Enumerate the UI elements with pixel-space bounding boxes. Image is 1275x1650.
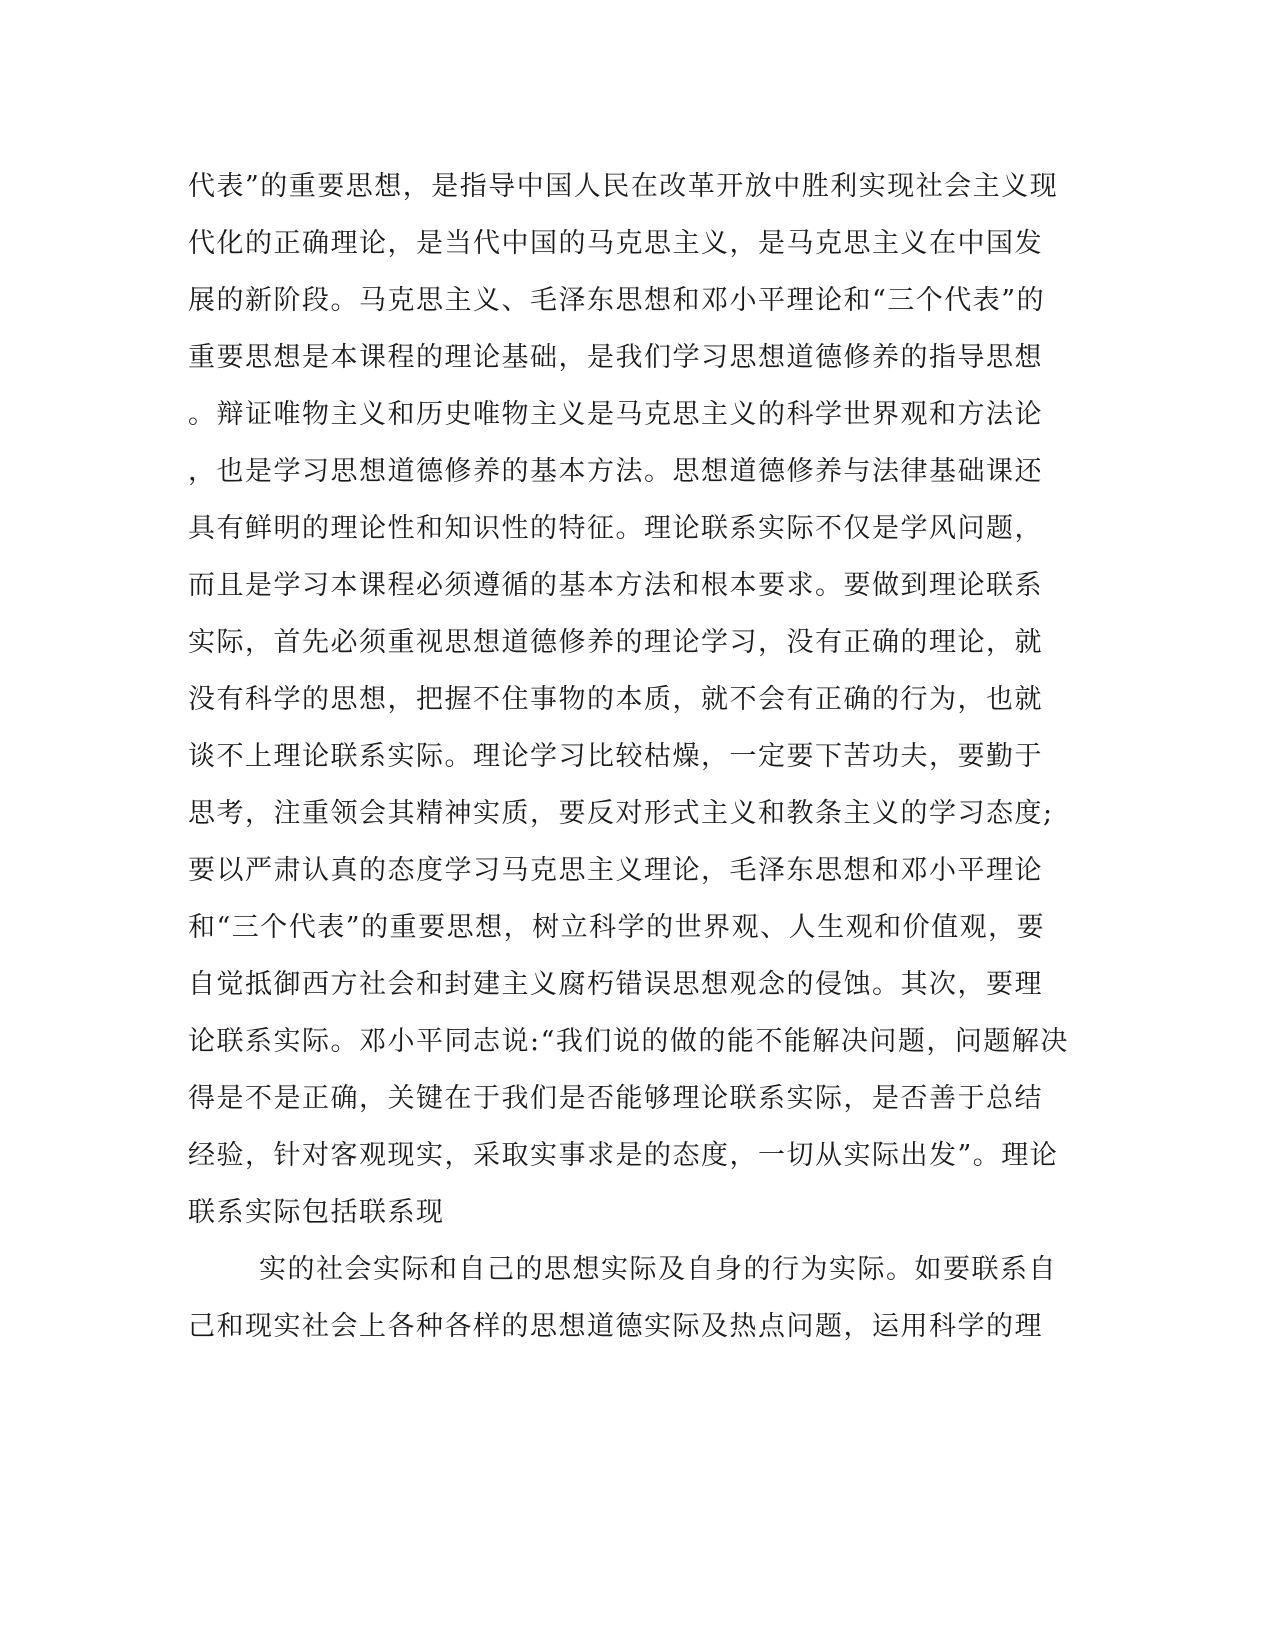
text-line: 展的新阶段。马克思主义、毛泽东思想和邓小平理论和“三个代表”的 [188,285,1046,316]
text-line: ，也是学习思想道德修养的基本方法。思想道德修养与法律基础课还 [188,456,1043,487]
text-line: 思考，注重领会其精神实质，要反对形式主义和教条主义的学习态度; [188,798,1054,829]
text-line: 要以严肃认真的态度学习马克思主义理论，毛泽东思想和邓小平理论 [188,855,1043,886]
text-line: 实的社会实际和自己的思想实际及自身的行为实际。如要联系自 [259,1254,1057,1285]
text-line: 经验，针对客观现实，采取实事求是的态度，一切从实际出发”。理论 [188,1140,1059,1171]
text-line: 和“三个代表”的重要思想，树立科学的世界观、人生观和价值观，要 [188,912,1046,943]
text-line: 重要思想是本课程的理论基础，是我们学习思想道德修养的指导思想 [188,342,1043,373]
paragraph-2 [188,1241,1088,1355]
text-line: 谈不上理论联系实际。理论学习比较枯燥，一定要下苦功夫，要勤于 [188,741,1043,772]
text-line: 实际，首先必须重视思想道德修养的理论学习，没有正确的理论，就 [188,627,1043,658]
text-line: 没有科学的思想，把握不住事物的本质，就不会有正确的行为，也就 [188,684,1043,715]
text-line: 具有鲜明的理论性和知识性的特征。理论联系实际不仅是学风问题， [188,513,1043,544]
text-line: 代表”的重要思想，是指导中国人民在改革开放中胜利实现社会主义现 [188,171,1059,202]
text-line: 代化的正确理论，是当代中国的马克思主义，是马克思主义在中国发 [188,228,1043,259]
text-line: 联系实际包括联系现 [188,1197,445,1228]
paragraph-1 [188,158,1088,1241]
text-line: 自觉抵御西方社会和封建主义腐朽错误思想观念的侵蚀。其次，要理 [188,969,1043,1000]
text-line: 己和现实社会上各种各样的思想道德实际及热点问题，运用科学的理 [188,1311,1043,1342]
text-line: 论联系实际。邓小平同志说:“我们说的做的能不能解决问题，问题解决 [188,1026,1069,1057]
body-text [188,158,1088,1355]
text-line: 得是不是正确，关键在于我们是否能够理论联系实际，是否善于总结 [188,1083,1043,1114]
text-line: 而且是学习本课程必须遵循的基本方法和根本要求。要做到理论联系 [188,570,1043,601]
text-line: 。辩证唯物主义和历史唯物主义是马克思主义的科学世界观和方法论 [188,399,1043,430]
